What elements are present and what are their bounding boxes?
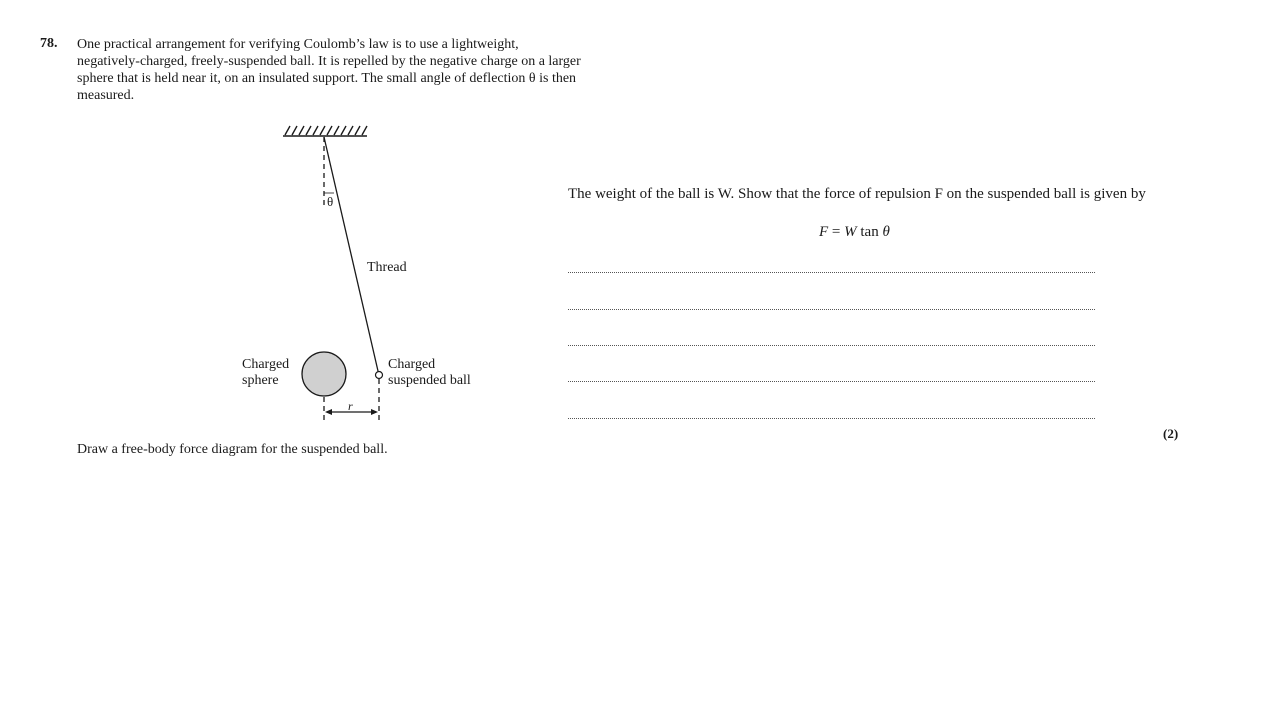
part-b-instruction: Draw a free-body force diagram for the suspended ball.: [77, 442, 388, 457]
marks-label: (2): [1163, 426, 1179, 441]
charged-sphere-icon: [302, 352, 346, 396]
answer-line-5[interactable]: [568, 418, 1095, 419]
ball-label-line-1: Charged: [388, 357, 436, 372]
equation: [819, 224, 890, 241]
equation-f: F: [819, 224, 829, 240]
answer-line-2[interactable]: [568, 309, 1095, 310]
answer-line-1[interactable]: [568, 272, 1095, 273]
equation-equals: =: [828, 224, 845, 240]
intro-line-3: sphere that is held near it, on an insulated support. The small angle of deflection θ is then: [77, 71, 577, 86]
question-number: 78.: [40, 36, 58, 51]
ceiling-hatch-icon: [283, 126, 367, 136]
question-intro: [77, 36, 617, 104]
answer-line-4[interactable]: [568, 381, 1095, 382]
distance-label: r: [348, 399, 353, 413]
equation-theta: θ: [882, 224, 890, 240]
part-a-prompt: The weight of the ball is W. Show that the force of repulsion F on the suspended ball is given by: [568, 186, 1146, 202]
angle-label: θ: [327, 194, 334, 209]
equation-w: W: [844, 224, 857, 240]
intro-line-4: measured.: [77, 88, 135, 103]
thread-line: [324, 137, 378, 371]
answer-line-3[interactable]: [568, 345, 1095, 346]
equation-tan: tan: [856, 224, 883, 240]
sphere-label-line-1: Charged: [242, 357, 290, 372]
ball-label-line-2: suspended ball: [388, 373, 471, 388]
sphere-label-line-2: sphere: [242, 373, 279, 388]
thread-label: Thread: [367, 260, 407, 275]
suspended-ball-icon: [376, 372, 383, 379]
intro-line-1: One practical arrangement for verifying Coulomb’s law is to use a lightweight,: [77, 37, 519, 52]
intro-line-2: negatively-charged, freely-suspended ball. It is repelled by the negative charge on a larger: [77, 54, 581, 69]
pendulum-diagram: [230, 115, 490, 435]
